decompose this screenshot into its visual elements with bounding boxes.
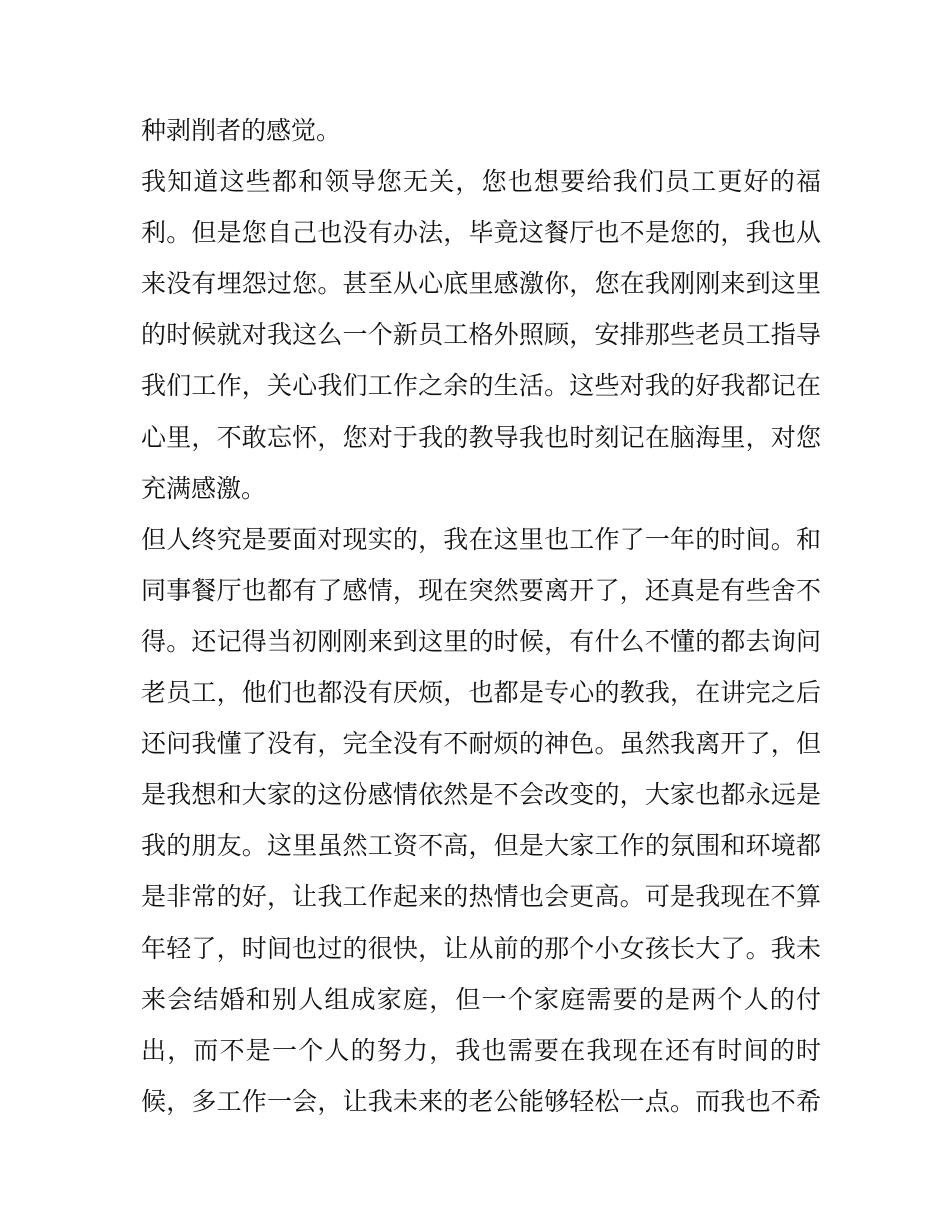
- text-line: 心里，不敢忘怀，您对于我的教导我也时刻记在脑海里，对您: [141, 422, 821, 452]
- text-line: 同事餐厅也都有了感情，现在突然要离开了，还真是有些舍不: [141, 575, 821, 605]
- text-line: 是非常的好，让我工作起来的热情也会更高。可是我现在不算: [141, 882, 821, 912]
- text-line: 得。还记得当初刚刚来到这里的时候，有什么不懂的都去询问: [141, 626, 821, 656]
- text-line: 年轻了，时间也过的很快，让从前的那个小女孩长大了。我未: [141, 933, 821, 963]
- text-line: 我们工作，关心我们工作之余的生活。这些对我的好我都记在: [141, 371, 821, 401]
- text-line: 是我想和大家的这份感情依然是不会改变的，大家也都永远是: [141, 780, 821, 810]
- text-line: 我的朋友。这里虽然工资不高，但是大家工作的氛围和环境都: [141, 831, 821, 861]
- text-line: 但人终究是要面对现实的，我在这里也工作了一年的时间。和: [141, 524, 821, 554]
- text-line: 种剥削者的感觉。: [141, 116, 342, 145]
- text-line: 出，而不是一个人的努力，我也需要在我现在还有时间的时: [141, 1035, 821, 1065]
- text-line: 来没有埋怨过您。甚至从心底里感激你，您在我刚刚来到这里: [141, 269, 821, 299]
- text-line: 充满感激。: [141, 473, 267, 503]
- text-line: 候，多工作一会，让我未来的老公能够轻松一点。而我也不希: [141, 1086, 821, 1116]
- text-line: 来会结婚和别人组成家庭，但一个家庭需要的是两个人的付: [141, 984, 821, 1014]
- text-line: 还问我懂了没有，完全没有不耐烦的神色。虽然我离开了，但: [141, 729, 821, 759]
- text-line: 的时候就对我这么一个新员工格外照顾，安排那些老员工指导: [141, 320, 821, 350]
- text-line: 我知道这些都和领导您无关，您也想要给我们员工更好的福: [141, 167, 821, 197]
- text-line: 利。但是您自己也没有办法，毕竟这餐厅也不是您的，我也从: [141, 218, 821, 248]
- text-line: 老员工，他们也都没有厌烦，也都是专心的教我，在讲完之后: [141, 678, 821, 708]
- body-text: [141, 105, 821, 1127]
